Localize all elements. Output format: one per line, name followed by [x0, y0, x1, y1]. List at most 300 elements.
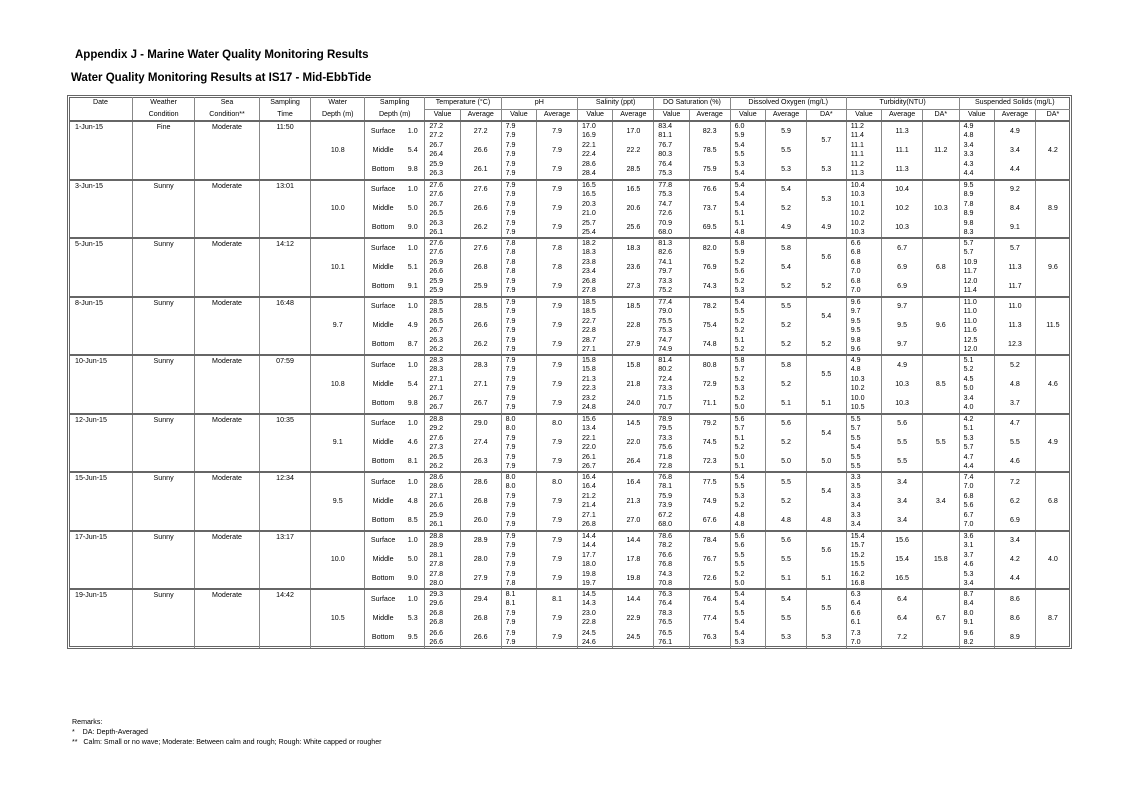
dissolved-oxygen-average: 5.4	[766, 258, 807, 278]
turbidity-values	[846, 375, 881, 395]
salinity-values	[577, 219, 612, 239]
ph-average: 7.9	[537, 375, 578, 395]
temperature-values-reading: 25.9	[429, 511, 444, 520]
salinity-values	[577, 433, 612, 453]
weather-cell: Sunny	[132, 589, 194, 648]
dissolved-oxygen-values-reading: 5.4	[734, 599, 745, 608]
temperature-values-reading: 26.7	[429, 199, 444, 208]
ph-average: 7.9	[537, 297, 578, 317]
do-saturation-values	[654, 492, 689, 512]
turbidity-values-reading: 6.3	[850, 590, 861, 599]
weather-cell: Fine	[132, 121, 194, 180]
weather-cell: Sunny	[132, 297, 194, 356]
dissolved-oxygen-values-reading: 5.2	[734, 501, 745, 510]
turbidity-values	[846, 180, 881, 200]
date-cell: 8-Jun-15	[75, 298, 103, 307]
ph-values-reading: 7.9	[505, 559, 516, 568]
temperature-values-reading: 29.3	[429, 590, 444, 599]
turbidity-values	[846, 550, 881, 570]
salinity-values	[577, 121, 612, 141]
salinity-values-reading: 26.1	[581, 452, 596, 461]
suspended-solids-values	[959, 297, 994, 317]
ph-values-reading: 7.9	[505, 637, 516, 646]
salinity-values-reading: 26.8	[581, 277, 596, 286]
ph-values-reading: 8.1	[505, 599, 516, 608]
turbidity-values	[846, 160, 881, 180]
salinity-values-reading: 18.3	[581, 248, 596, 257]
temperature-average: 27.2	[460, 121, 501, 141]
level-name-cell: Bottom	[365, 628, 402, 648]
ph-values-reading: 7.9	[505, 297, 516, 306]
dissolved-oxygen-values	[730, 219, 765, 239]
suspended-solids-da: 9.6	[1035, 238, 1070, 297]
level-name-cell: Surface	[365, 180, 402, 200]
do-saturation-average: 71.1	[689, 394, 730, 414]
suspended-solids-values	[959, 375, 994, 395]
suspended-solids-values	[959, 160, 994, 180]
turbidity-values-reading: 10.0	[850, 394, 865, 403]
salinity-values-reading: 14.4	[581, 531, 596, 540]
weather-cell: Sunny	[132, 472, 194, 531]
salinity-average: 22.0	[613, 433, 654, 453]
salinity-values-reading: 18.5	[581, 306, 596, 315]
temperature-average: 29.0	[460, 414, 501, 434]
turbidity-da: 6.7	[923, 589, 960, 648]
salinity-values	[577, 160, 612, 180]
salinity-values	[577, 609, 612, 629]
dissolved-oxygen-values-reading: 5.2	[734, 442, 745, 451]
dissolved-oxygen-values	[730, 511, 765, 531]
temperature-values-reading: 26.6	[429, 267, 444, 276]
dissolved-oxygen-da-bottom: 4.8	[806, 511, 846, 531]
turbidity-values-reading: 6.1	[850, 618, 861, 627]
ph-average: 7.9	[537, 336, 578, 356]
header-average: Average	[537, 109, 578, 121]
temperature-values-reading: 27.2	[429, 122, 444, 131]
ph-values-reading: 7.9	[505, 618, 516, 627]
salinity-values-reading: 21.2	[581, 492, 596, 501]
temperature-values	[425, 121, 460, 141]
temperature-values-reading: 28.9	[429, 540, 444, 549]
turbidity-values-reading: 7.0	[850, 637, 861, 646]
do-saturation-values-reading: 81.4	[658, 356, 673, 365]
salinity-average: 17.0	[613, 121, 654, 141]
salinity-values-reading: 22.8	[581, 325, 596, 334]
temperature-values	[425, 355, 460, 375]
ph-values-reading: 7.9	[505, 569, 516, 578]
level-name-cell: Bottom	[365, 453, 402, 473]
ph-average: 7.9	[537, 180, 578, 200]
dissolved-oxygen-values	[730, 336, 765, 356]
salinity-average: 19.8	[613, 570, 654, 590]
ph-values-reading: 7.9	[505, 208, 516, 217]
suspended-solids-values-reading: 5.6	[963, 501, 974, 510]
dissolved-oxygen-values-reading: 5.6	[734, 531, 745, 540]
temperature-values-reading: 26.1	[429, 227, 444, 236]
turbidity-average: 4.9	[882, 355, 923, 375]
salinity-values	[577, 589, 612, 609]
appendix-title: Appendix J - Marine Water Quality Monitoring Results	[75, 49, 369, 61]
level-name-cell: Surface	[365, 414, 402, 434]
turbidity-da: 3.4	[923, 472, 960, 531]
suspended-solids-da: 11.5	[1035, 297, 1070, 356]
turbidity-values-reading: 11.2	[850, 122, 864, 131]
sampling-depth-cell: 4.9	[407, 321, 418, 330]
turbidity-values-reading: 4.9	[850, 356, 861, 365]
do-saturation-values	[654, 628, 689, 648]
dissolved-oxygen-values-reading: 5.9	[734, 248, 745, 257]
dissolved-oxygen-values	[730, 609, 765, 629]
turbidity-values-reading: 6.8	[850, 248, 861, 257]
temperature-values	[425, 609, 460, 629]
temperature-values-reading: 26.2	[429, 344, 444, 353]
salinity-values-reading: 25.7	[581, 218, 596, 227]
dissolved-oxygen-values-reading: 5.4	[734, 473, 745, 482]
turbidity-average: 3.4	[882, 492, 923, 512]
dissolved-oxygen-average: 5.5	[766, 609, 807, 629]
ph-values	[501, 180, 536, 200]
temperature-average: 27.6	[460, 180, 501, 200]
dissolved-oxygen-average: 5.2	[766, 375, 807, 395]
header-row-2	[69, 109, 1070, 121]
salinity-values-reading: 23.4	[581, 267, 596, 276]
temperature-average: 26.0	[460, 511, 501, 531]
temperature-values	[425, 180, 460, 200]
temperature-values-reading: 26.6	[429, 501, 444, 510]
header-date: Date	[92, 98, 108, 107]
turbidity-average: 10.3	[882, 394, 923, 414]
turbidity-values	[846, 492, 881, 512]
suspended-solids-values-reading: 4.4	[963, 169, 974, 178]
do-saturation-values-reading: 75.6	[658, 442, 673, 451]
ph-values-reading: 7.9	[505, 199, 516, 208]
header-row-1	[69, 97, 1070, 109]
do-saturation-values	[654, 375, 689, 395]
salinity-values-reading: 28.4	[581, 169, 596, 178]
ph-average: 7.9	[537, 355, 578, 375]
header-da: DA*	[1035, 109, 1070, 121]
turbidity-values	[846, 258, 881, 278]
dissolved-oxygen-values-reading: 5.6	[734, 267, 745, 276]
do-saturation-average: 74.8	[689, 336, 730, 356]
temperature-average: 26.3	[460, 453, 501, 473]
dissolved-oxygen-values-reading: 5.4	[734, 590, 745, 599]
suspended-solids-values-reading: 5.1	[963, 356, 974, 365]
turbidity-average: 5.6	[882, 414, 923, 434]
dissolved-oxygen-values	[730, 570, 765, 590]
turbidity-average: 6.9	[882, 258, 923, 278]
temperature-values-reading: 26.8	[429, 609, 444, 618]
dissolved-oxygen-average: 5.6	[766, 531, 807, 551]
temperature-values-reading: 27.1	[429, 384, 444, 393]
dissolved-oxygen-da: 5.4	[806, 297, 846, 336]
ph-values-reading: 7.9	[505, 131, 516, 140]
ph-values	[501, 297, 536, 317]
temperature-values-reading: 27.6	[429, 433, 444, 442]
salinity-values-reading: 17.0	[581, 122, 596, 131]
turbidity-values-reading: 11.2	[850, 160, 864, 169]
do-saturation-average: 76.6	[689, 180, 730, 200]
do-saturation-values-reading: 80.3	[658, 150, 673, 159]
salinity-values	[577, 375, 612, 395]
temperature-values-reading: 26.5	[429, 316, 444, 325]
header-suspended-solids: Suspended Solids (mg/L)	[959, 97, 1070, 109]
sampling-depth-cell: 5.3	[407, 613, 418, 622]
sampling-depth-cell: 5.1	[407, 262, 418, 271]
temperature-values	[425, 531, 460, 551]
salinity-values	[577, 492, 612, 512]
level-name-cell: Bottom	[365, 511, 402, 531]
suspended-solids-average: 4.4	[995, 160, 1036, 180]
suspended-solids-average: 4.4	[995, 570, 1036, 590]
do-saturation-values-reading: 71.8	[658, 452, 673, 461]
do-saturation-values-reading: 76.8	[658, 473, 673, 482]
suspended-solids-values-reading: 3.4	[963, 578, 974, 587]
dissolved-oxygen-values-reading: 5.5	[734, 550, 745, 559]
sampling-depth-cell: 1.0	[407, 536, 418, 545]
dissolved-oxygen-values-reading: 5.4	[734, 169, 745, 178]
weather-cell: Sunny	[132, 355, 194, 414]
salinity-values-reading: 14.5	[581, 590, 596, 599]
ph-values-reading: 7.9	[505, 150, 516, 159]
turbidity-da: 6.8	[923, 238, 960, 297]
temperature-values-reading: 26.8	[429, 618, 444, 627]
do-saturation-values-reading: 76.5	[658, 628, 673, 637]
temperature-average: 27.4	[460, 433, 501, 453]
ph-values	[501, 316, 536, 336]
temperature-average: 28.3	[460, 355, 501, 375]
suspended-solids-values	[959, 589, 994, 609]
date-cell: 10-Jun-15	[75, 357, 107, 365]
suspended-solids-values-reading: 4.5	[963, 375, 974, 384]
do-saturation-values-reading: 83.4	[658, 122, 673, 131]
turbidity-values	[846, 297, 881, 317]
salinity-values-reading: 22.1	[581, 141, 596, 150]
do-saturation-average: 75.9	[689, 160, 730, 180]
temperature-average: 28.0	[460, 550, 501, 570]
do-saturation-average: 78.5	[689, 141, 730, 161]
turbidity-average: 6.4	[882, 609, 923, 629]
water-quality-table	[69, 97, 1070, 648]
dissolved-oxygen-values	[730, 492, 765, 512]
salinity-average: 28.5	[613, 160, 654, 180]
ph-values-reading: 7.9	[505, 277, 516, 286]
do-saturation-values-reading: 81.3	[658, 239, 673, 248]
suspended-solids-values	[959, 433, 994, 453]
turbidity-values-reading: 7.3	[850, 628, 861, 637]
dissolved-oxygen-values-reading: 5.5	[734, 609, 745, 618]
suspended-solids-values-reading: 11.6	[963, 325, 977, 334]
sampling-depth-cell: 1.0	[407, 126, 418, 135]
header-average: Average	[613, 109, 654, 121]
do-saturation-values-reading: 77.8	[658, 180, 673, 189]
dissolved-oxygen-values	[730, 355, 765, 375]
salinity-values-reading: 27.8	[581, 286, 596, 295]
ph-values	[501, 511, 536, 531]
do-saturation-values-reading: 67.2	[658, 511, 673, 520]
ph-average: 7.9	[537, 570, 578, 590]
dissolved-oxygen-da-bottom: 5.1	[806, 570, 846, 590]
temperature-values-reading: 28.6	[429, 482, 444, 491]
suspended-solids-average: 5.5	[995, 433, 1036, 453]
sampling-time-cell: 12:34	[259, 472, 311, 531]
dissolved-oxygen-values	[730, 180, 765, 200]
suspended-solids-values-reading: 7.0	[963, 482, 974, 491]
suspended-solids-average: 5.7	[995, 238, 1036, 258]
turbidity-values	[846, 316, 881, 336]
turbidity-values-reading: 3.3	[850, 492, 861, 501]
salinity-average: 26.4	[613, 453, 654, 473]
temperature-values-reading: 28.8	[429, 414, 444, 423]
water-depth-cell: 10.8	[311, 355, 365, 414]
suspended-solids-values-reading: 10.9	[963, 258, 978, 267]
water-depth-cell: 9.1	[311, 414, 365, 473]
ph-values-reading: 7.8	[505, 258, 516, 267]
salinity-values-reading: 27.1	[581, 511, 596, 520]
salinity-values-reading: 15.8	[581, 356, 596, 365]
header-sea-condition: Condition**	[195, 109, 260, 121]
water-depth-cell: 10.5	[311, 589, 365, 648]
salinity-average: 22.2	[613, 141, 654, 161]
dissolved-oxygen-da-bottom: 5.2	[806, 336, 846, 356]
sampling-depth-cell: 1.0	[407, 360, 418, 369]
turbidity-values-reading: 10.2	[850, 208, 865, 217]
do-saturation-values	[654, 141, 689, 161]
dissolved-oxygen-average: 5.4	[766, 180, 807, 200]
suspended-solids-values-reading: 8.3	[963, 227, 974, 236]
dissolved-oxygen-average: 5.9	[766, 121, 807, 141]
turbidity-values-reading: 3.4	[850, 520, 861, 529]
temperature-values-reading: 26.3	[429, 169, 444, 178]
dissolved-oxygen-values-reading: 5.4	[734, 180, 745, 189]
ph-values-reading: 7.9	[505, 122, 516, 131]
temperature-values-reading: 26.7	[429, 403, 444, 412]
ph-values-reading: 7.9	[505, 628, 516, 637]
turbidity-values-reading: 15.5	[850, 559, 865, 568]
level-name-cell: Surface	[365, 531, 402, 551]
dissolved-oxygen-average: 4.8	[766, 511, 807, 531]
turbidity-values-reading: 10.2	[850, 384, 865, 393]
header-average: Average	[689, 109, 730, 121]
suspended-solids-average: 4.7	[995, 414, 1036, 434]
suspended-solids-average: 11.0	[995, 297, 1036, 317]
suspended-solids-values-reading: 7.8	[963, 199, 974, 208]
do-saturation-values-reading: 73.3	[658, 277, 673, 286]
turbidity-values-reading: 11.1	[850, 150, 864, 159]
turbidity-values-reading: 5.7	[850, 423, 861, 432]
suspended-solids-values	[959, 570, 994, 590]
turbidity-values-reading: 5.5	[850, 461, 861, 470]
salinity-values-reading: 28.7	[581, 335, 596, 344]
header-time: Time	[259, 109, 311, 121]
dissolved-oxygen-da-bottom: 5.0	[806, 453, 846, 473]
suspended-solids-values	[959, 258, 994, 278]
table-row	[69, 531, 1070, 551]
salinity-values-reading: 27.1	[581, 344, 596, 353]
do-saturation-values-reading: 75.3	[658, 169, 673, 178]
table-subtitle: Water Quality Monitoring Results at IS17 - Mid-EbbTide	[71, 72, 372, 84]
weather-cell: Sunny	[132, 531, 194, 590]
salinity-values	[577, 570, 612, 590]
do-saturation-values-reading: 79.5	[658, 423, 673, 432]
turbidity-values-reading: 16.8	[850, 578, 865, 587]
suspended-solids-average: 9.1	[995, 219, 1036, 239]
sea-condition-cell: Moderate	[195, 531, 260, 590]
sea-condition-cell: Moderate	[195, 121, 260, 180]
ph-values	[501, 414, 536, 434]
temperature-values-reading: 26.7	[429, 141, 444, 150]
dissolved-oxygen-values	[730, 414, 765, 434]
do-saturation-values-reading: 80.2	[658, 365, 673, 374]
table-row	[69, 589, 1070, 609]
turbidity-values-reading: 15.4	[850, 531, 865, 540]
header-sampling-time: Sampling	[259, 97, 311, 109]
suspended-solids-values	[959, 355, 994, 375]
suspended-solids-values	[959, 316, 994, 336]
water-depth-cell: 10.0	[311, 180, 365, 239]
turbidity-average: 15.6	[882, 531, 923, 551]
turbidity-values-reading: 9.6	[850, 297, 861, 306]
salinity-average: 18.3	[613, 238, 654, 258]
temperature-values	[425, 414, 460, 434]
do-saturation-values	[654, 297, 689, 317]
do-saturation-values	[654, 258, 689, 278]
level-name-cell: Surface	[365, 355, 402, 375]
temperature-values	[425, 277, 460, 297]
suspended-solids-average: 8.6	[995, 589, 1036, 609]
temperature-values-reading: 25.9	[429, 277, 444, 286]
dissolved-oxygen-average: 5.1	[766, 394, 807, 414]
sampling-depth-cell: 9.5	[407, 633, 418, 642]
salinity-values-reading: 22.0	[581, 442, 596, 451]
suspended-solids-average: 11.7	[995, 277, 1036, 297]
suspended-solids-average: 3.4	[995, 141, 1036, 161]
header-dissolved-oxygen: Dissolved Oxygen (mg/L)	[730, 97, 846, 109]
turbidity-average: 5.5	[882, 453, 923, 473]
suspended-solids-values-reading: 8.4	[963, 599, 974, 608]
ph-values-reading: 8.1	[505, 590, 516, 599]
do-saturation-values-reading: 72.8	[658, 461, 673, 470]
do-saturation-average: 80.8	[689, 355, 730, 375]
dissolved-oxygen-values-reading: 5.5	[734, 150, 745, 159]
turbidity-values	[846, 277, 881, 297]
do-saturation-values-reading: 78.9	[658, 414, 673, 423]
ph-values	[501, 277, 536, 297]
ph-average: 7.9	[537, 121, 578, 141]
dissolved-oxygen-values-reading: 4.8	[734, 520, 745, 529]
sampling-depth-cell: 1.0	[407, 185, 418, 194]
salinity-values-reading: 24.5	[581, 628, 596, 637]
do-saturation-values	[654, 433, 689, 453]
dissolved-oxygen-values	[730, 531, 765, 551]
suspended-solids-values-reading: 12.5	[963, 335, 978, 344]
turbidity-values	[846, 433, 881, 453]
salinity-values-reading: 19.7	[581, 578, 596, 587]
ph-values-reading: 7.9	[505, 492, 516, 501]
do-saturation-values	[654, 160, 689, 180]
level-name-cell: Surface	[365, 297, 402, 317]
do-saturation-values-reading: 74.9	[658, 344, 673, 353]
temperature-values-reading: 27.6	[429, 189, 444, 198]
dissolved-oxygen-average: 5.8	[766, 238, 807, 258]
temperature-average: 26.8	[460, 609, 501, 629]
temperature-values-reading: 28.3	[429, 356, 444, 365]
do-saturation-values	[654, 414, 689, 434]
header-do-saturation: DO Saturation (%)	[654, 97, 730, 109]
salinity-values-reading: 23.0	[581, 609, 596, 618]
turbidity-values	[846, 511, 881, 531]
dissolved-oxygen-values	[730, 199, 765, 219]
